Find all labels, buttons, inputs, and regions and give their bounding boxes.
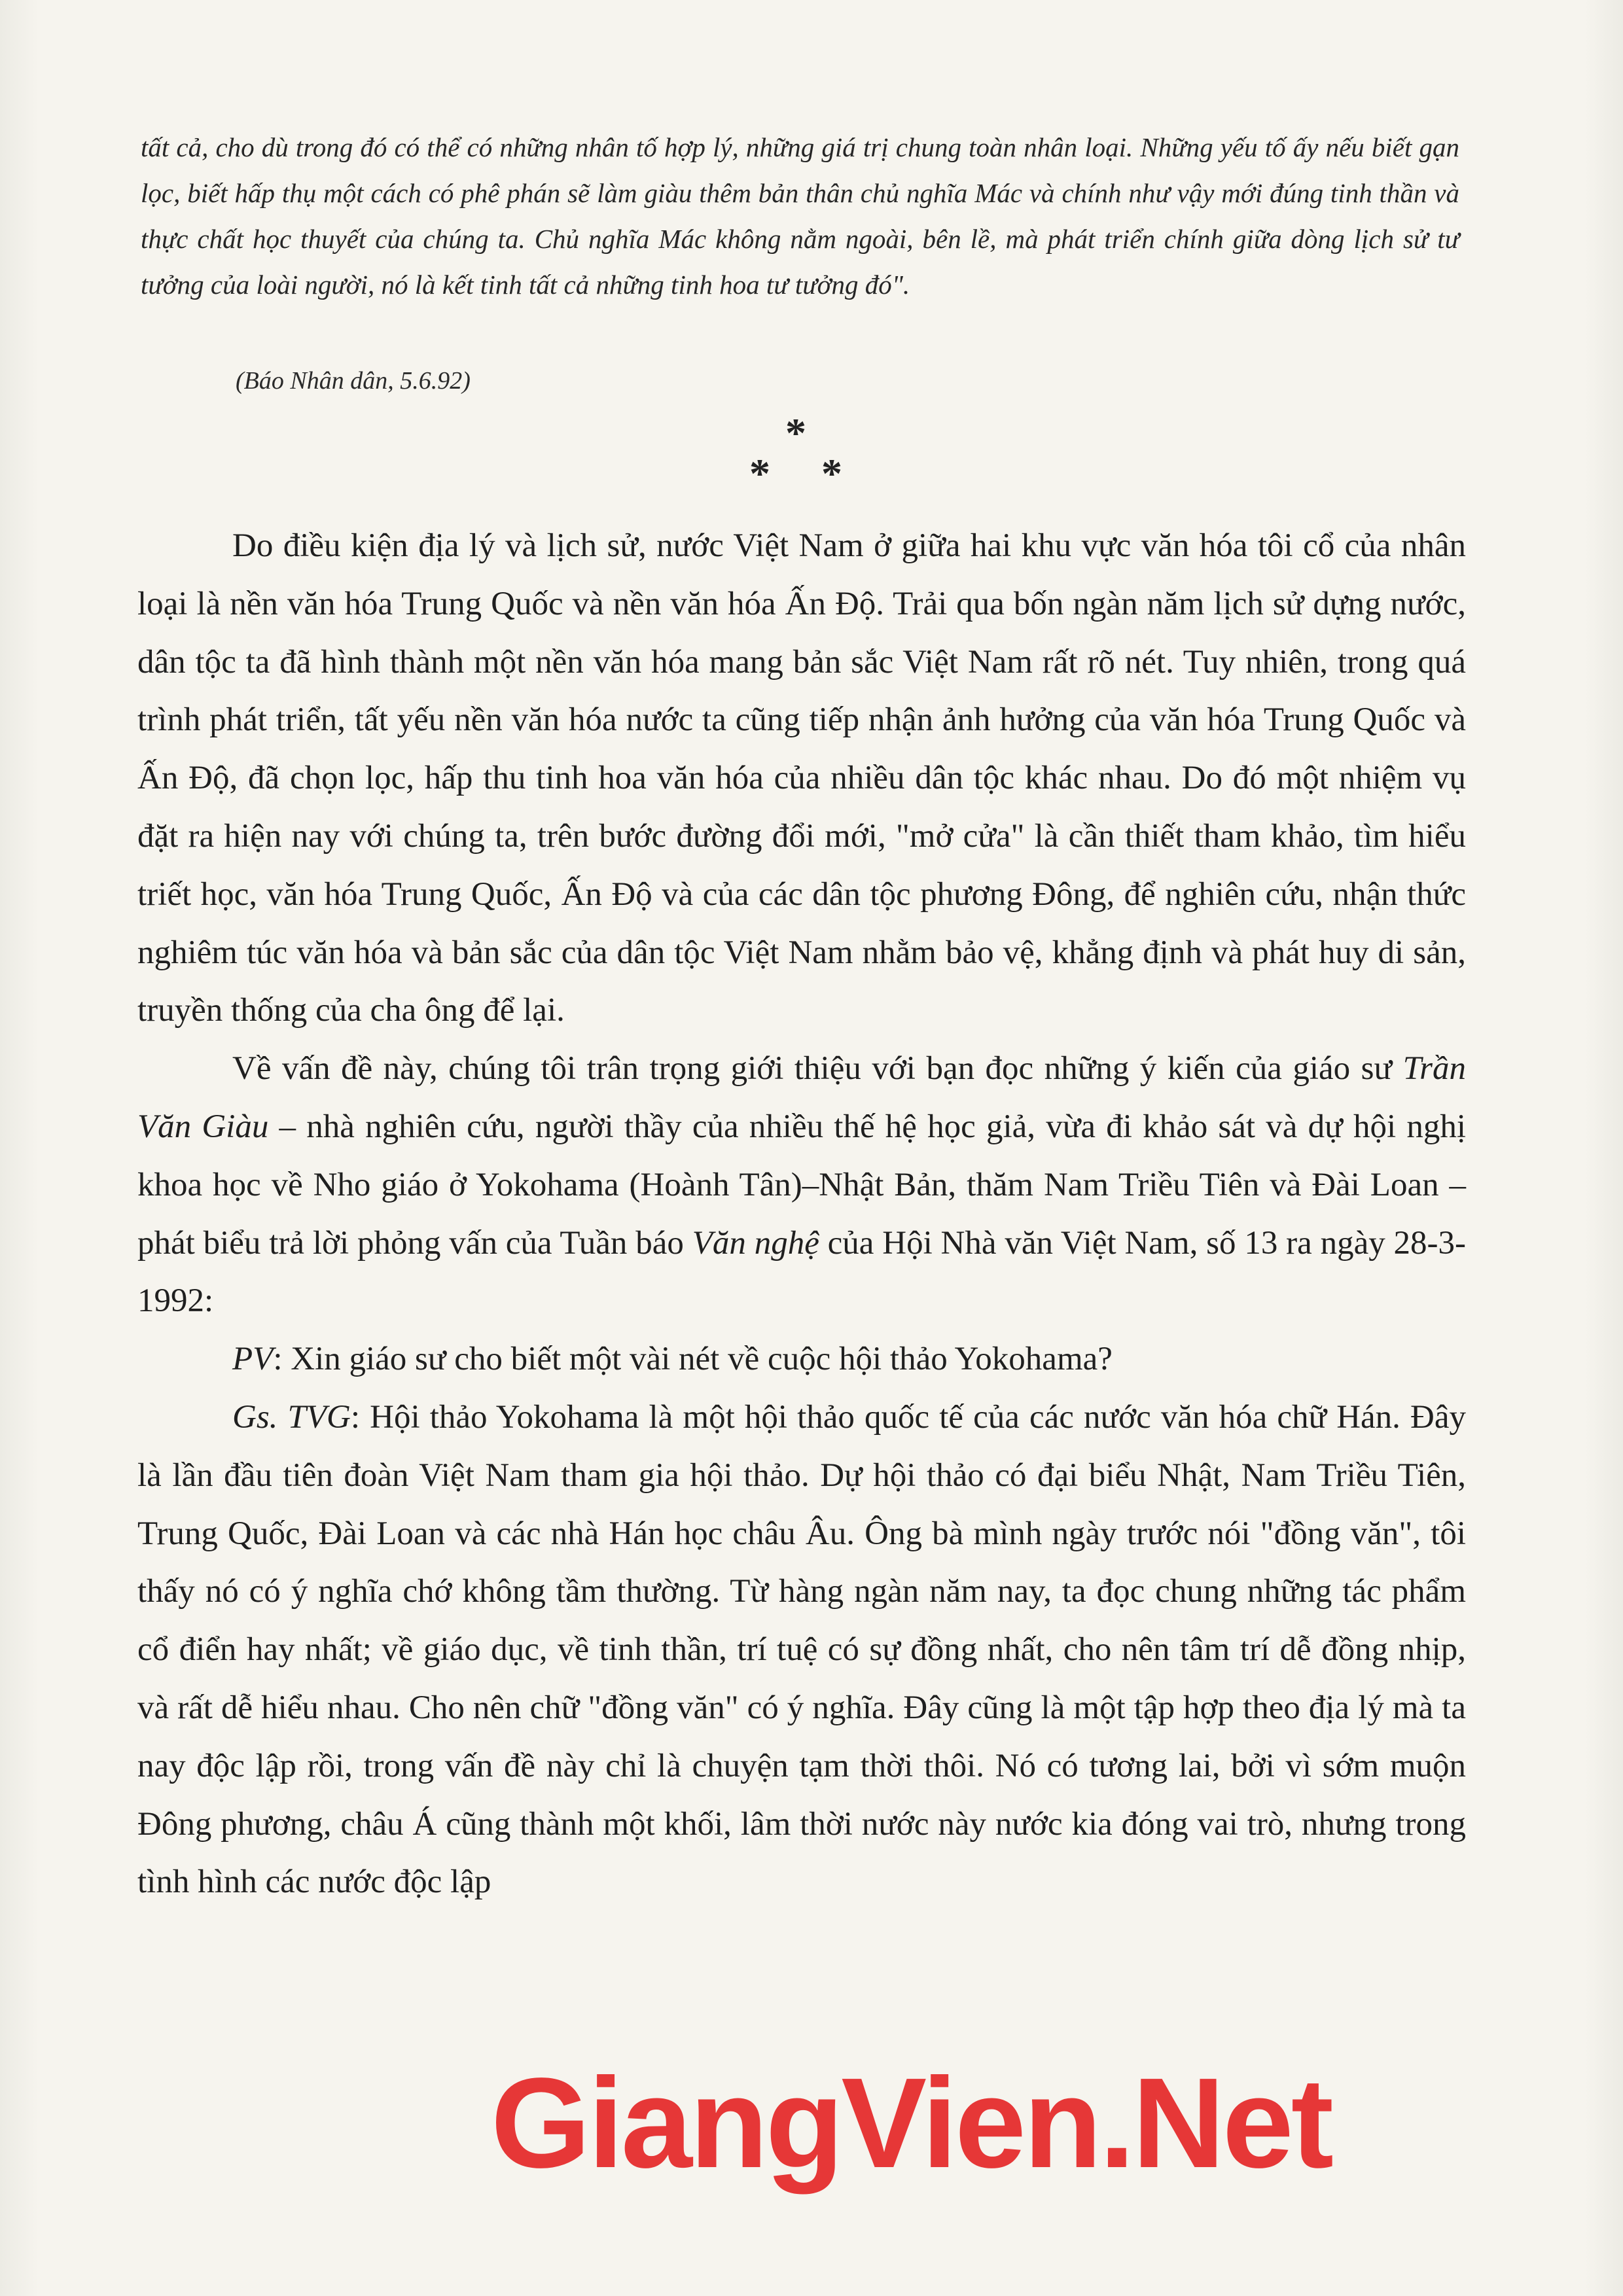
- answer-label: Gs. TVG: [232, 1398, 351, 1436]
- watermark-logo: GiangVien.Net: [491, 2051, 1332, 2195]
- separator-star-left: *: [749, 450, 770, 497]
- publication-name: Văn nghệ: [692, 1224, 819, 1262]
- quote-source: (Báo Nhân dân, 5.6.92): [236, 367, 471, 395]
- quote-block: tất cả, cho dù trong đó có thể có những nhân tố hợp lý, những giá trị chung toàn nhân loại. Những yếu tố ấy nếu biết gạn lọc, biết hấp thụ một cách có phê phán sẽ làm giàu thêm bản thân chủ nghĩa Mác và chính như vậy mới đúng tinh thần và thực chất học thuyết của chúng ta. Chủ nghĩa Mác không nằm ngoài, bên lề, mà phát triển chính giữa dòng lịch sử tư tưởng của loài người, nó là kết tinh tất cả những tinh hoa tư tưởng đó".: [141, 132, 1459, 300]
- interview-answer: Gs. TVG: Hội thảo Yokohama là một hội thảo quốc tế của các nước văn hóa chữ Hán. Đây là lần đầu tiên đoàn Việt Nam tham gia hội thảo. Dự hội thảo có đại biểu Nhật, Nam Triều Tiên, Trung Quốc, Đài Loan và các nhà Hán học châu Âu. Ông bà mình ngày trước nói "đồng văn", tôi thấy nó có ý nghĩa chớ không tầm thường. Từ hàng ngàn năm nay, ta đọc chung những tác phẩm cổ điển hay nhất; về giáo dục, về tinh thần, trí tuệ có sự đồng nhất, cho nên tâm trí dễ đồng nhịp, và rất dễ hiểu nhau. Cho nên chữ "đồng văn" có ý nghĩa. Đây cũng là một tập hợp theo địa lý mà ta nay độc lập rồi, trong vấn đề này chỉ là chuyện tạm thời thôi. Nó có tương lai, bởi vì sớm muộn Đông phương, châu Á cũng thành một khối, lâm thời nước này nước kia đóng vai trò, nhưng trong tình hình các nước độc lập: [137, 1398, 1466, 1901]
- author-name: Trần Văn Giàu: [137, 1050, 1466, 1145]
- paragraph-intro: Do điều kiện địa lý và lịch sử, nước Việt Nam ở giữa hai khu vực văn hóa tôi cổ của nhân loại là nền văn hóa Trung Quốc và nền văn hóa Ấn Độ. Trải qua bốn ngàn năm lịch sử dựng nước, dân tộc ta đã hình thành một nền văn hóa mang bản sắc Việt Nam rất rõ nét. Tuy nhiên, trong quá trình phát triển, tất yếu nền văn hóa nước ta cũng tiếp nhận ảnh hưởng của văn hóa Trung Quốc và Ấn Độ, đã chọn lọc, hấp thu tinh hoa văn hóa của nhiều dân tộc khác nhau. Do đó một nhiệm vụ đặt ra hiện nay với chúng ta, trên bước đường đổi mới, "mở cửa" là cần thiết tham khảo, tìm hiểu triết học, văn hóa Trung Quốc, Ấn Độ và của các dân tộc phương Đông, để nghiên cứu, nhận thức nghiêm túc văn hóa và bản sắc của dân tộc Việt Nam nhằm bảo vệ, khẳng định và phát huy di sản, truyền thống của cha ông để lại.: [137, 527, 1466, 1029]
- separator-star-top: *: [785, 410, 806, 456]
- question-label: PV: [232, 1341, 274, 1378]
- interview-question: PV: Xin giáo sư cho biết một vài nét về cuộc hội thảo Yokohama?: [232, 1341, 1113, 1378]
- article-body: [137, 517, 1466, 1911]
- paragraph-introduction-interview: Về vấn đề này, chúng tôi trân trọng giới thiệu với bạn đọc những ý kiến của giáo sư Trần Văn Giàu – nhà nghiên cứu, người thầy của nhiều thế hệ học giả, vừa đi khảo sát và dự hội nghị khoa học về Nho giáo ở Yokohama (Hoành Tân)–Nhật Bản, thăm Nam Triều Tiên và Đài Loan – phát biểu trả lời phỏng vấn của Tuần báo Văn nghệ của Hội Nhà văn Việt Nam, số 13 ra ngày 28-3-1992:: [137, 1050, 1467, 1320]
- section-separator: [733, 409, 864, 507]
- separator-star-right: *: [821, 450, 842, 497]
